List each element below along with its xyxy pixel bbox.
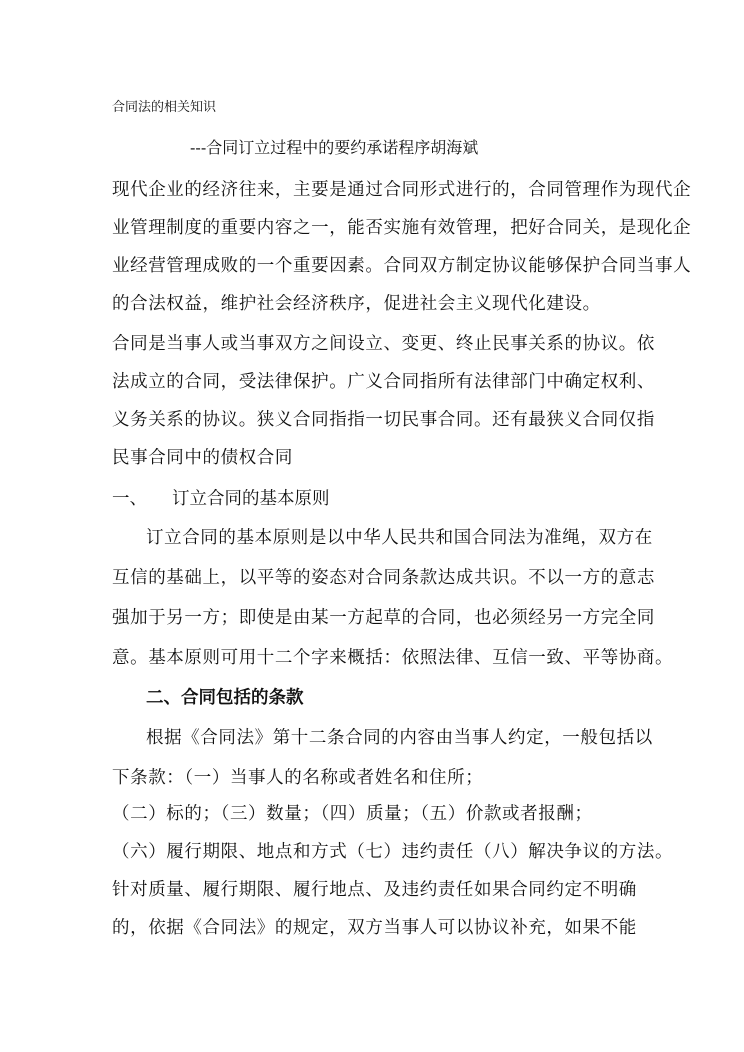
intro-line: 业管理制度的重要内容之一，能否实施有效管理，把好合同关，是现化企: [112, 218, 692, 238]
intro-line: 现代企业的经济往来，主要是通过合同形式进行的，合同管理作为现代企: [112, 180, 692, 200]
definition-line: 法成立的合同，受法律保护。广义合同指所有法律部门中确定权利、: [112, 372, 655, 392]
definition-line: 义务关系的协议。狭义合同指指一切民事合同。还有最狭义合同仅指: [112, 410, 655, 430]
section-1-line: 订立合同的基本原则是以中华人民共和国合同法为准绳，双方在: [146, 528, 653, 548]
section-1-heading: 订立合同的基本原则: [172, 489, 330, 509]
intro-line: 的合法权益，维护社会经济秩序，促进社会主义现代化建设。: [112, 294, 601, 314]
intro-line: 业经营管理成败的一个重要因素。合同双方制定协议能够保护合同当事人: [112, 256, 692, 276]
section-1-line: 强加于另一方；即使是由某一方起草的合同，也必须经另一方完全同: [112, 608, 655, 628]
section-2-line: （二）标的；（三）数量；（四）质量；（五）价款或者报酬；: [112, 804, 593, 824]
section-2-line: 的，依据《合同法》的规定，双方当事人可以协议补充，如果不能: [112, 918, 637, 938]
document-title: 合同法的相关知识: [112, 100, 217, 115]
section-1-line: 意。基本原则可用十二个字来概括：依照法律、互信一致、平等协商。: [112, 648, 674, 668]
section-2-line: 下条款：（一）当事人的名称或者姓名和住所；: [112, 768, 484, 788]
definition-line: 合同是当事人或当事双方之间设立、变更、终止民事关系的协议。依: [112, 334, 655, 354]
section-2-heading: 二、合同包括的条款: [146, 688, 304, 708]
definition-line: 民事合同中的债权合同: [112, 448, 293, 468]
section-2-line: 根据《合同法》第十二条合同的内容由当事人约定，一般包括以: [146, 728, 653, 748]
section-2-line: 针对质量、履行期限、履行地点、及违约责任如果合同约定不明确: [112, 880, 637, 900]
section-2-line: （六）履行期限、地点和方式（七）违约责任（八）解决争议的方法。: [112, 842, 674, 862]
section-1-number: 一、: [112, 489, 147, 509]
document-subtitle: ---合同订立过程中的要约承诺程序胡海斌: [190, 138, 479, 157]
section-1-line: 互信的基础上，以平等的姿态对合同条款达成共识。不以一方的意志: [112, 568, 655, 588]
